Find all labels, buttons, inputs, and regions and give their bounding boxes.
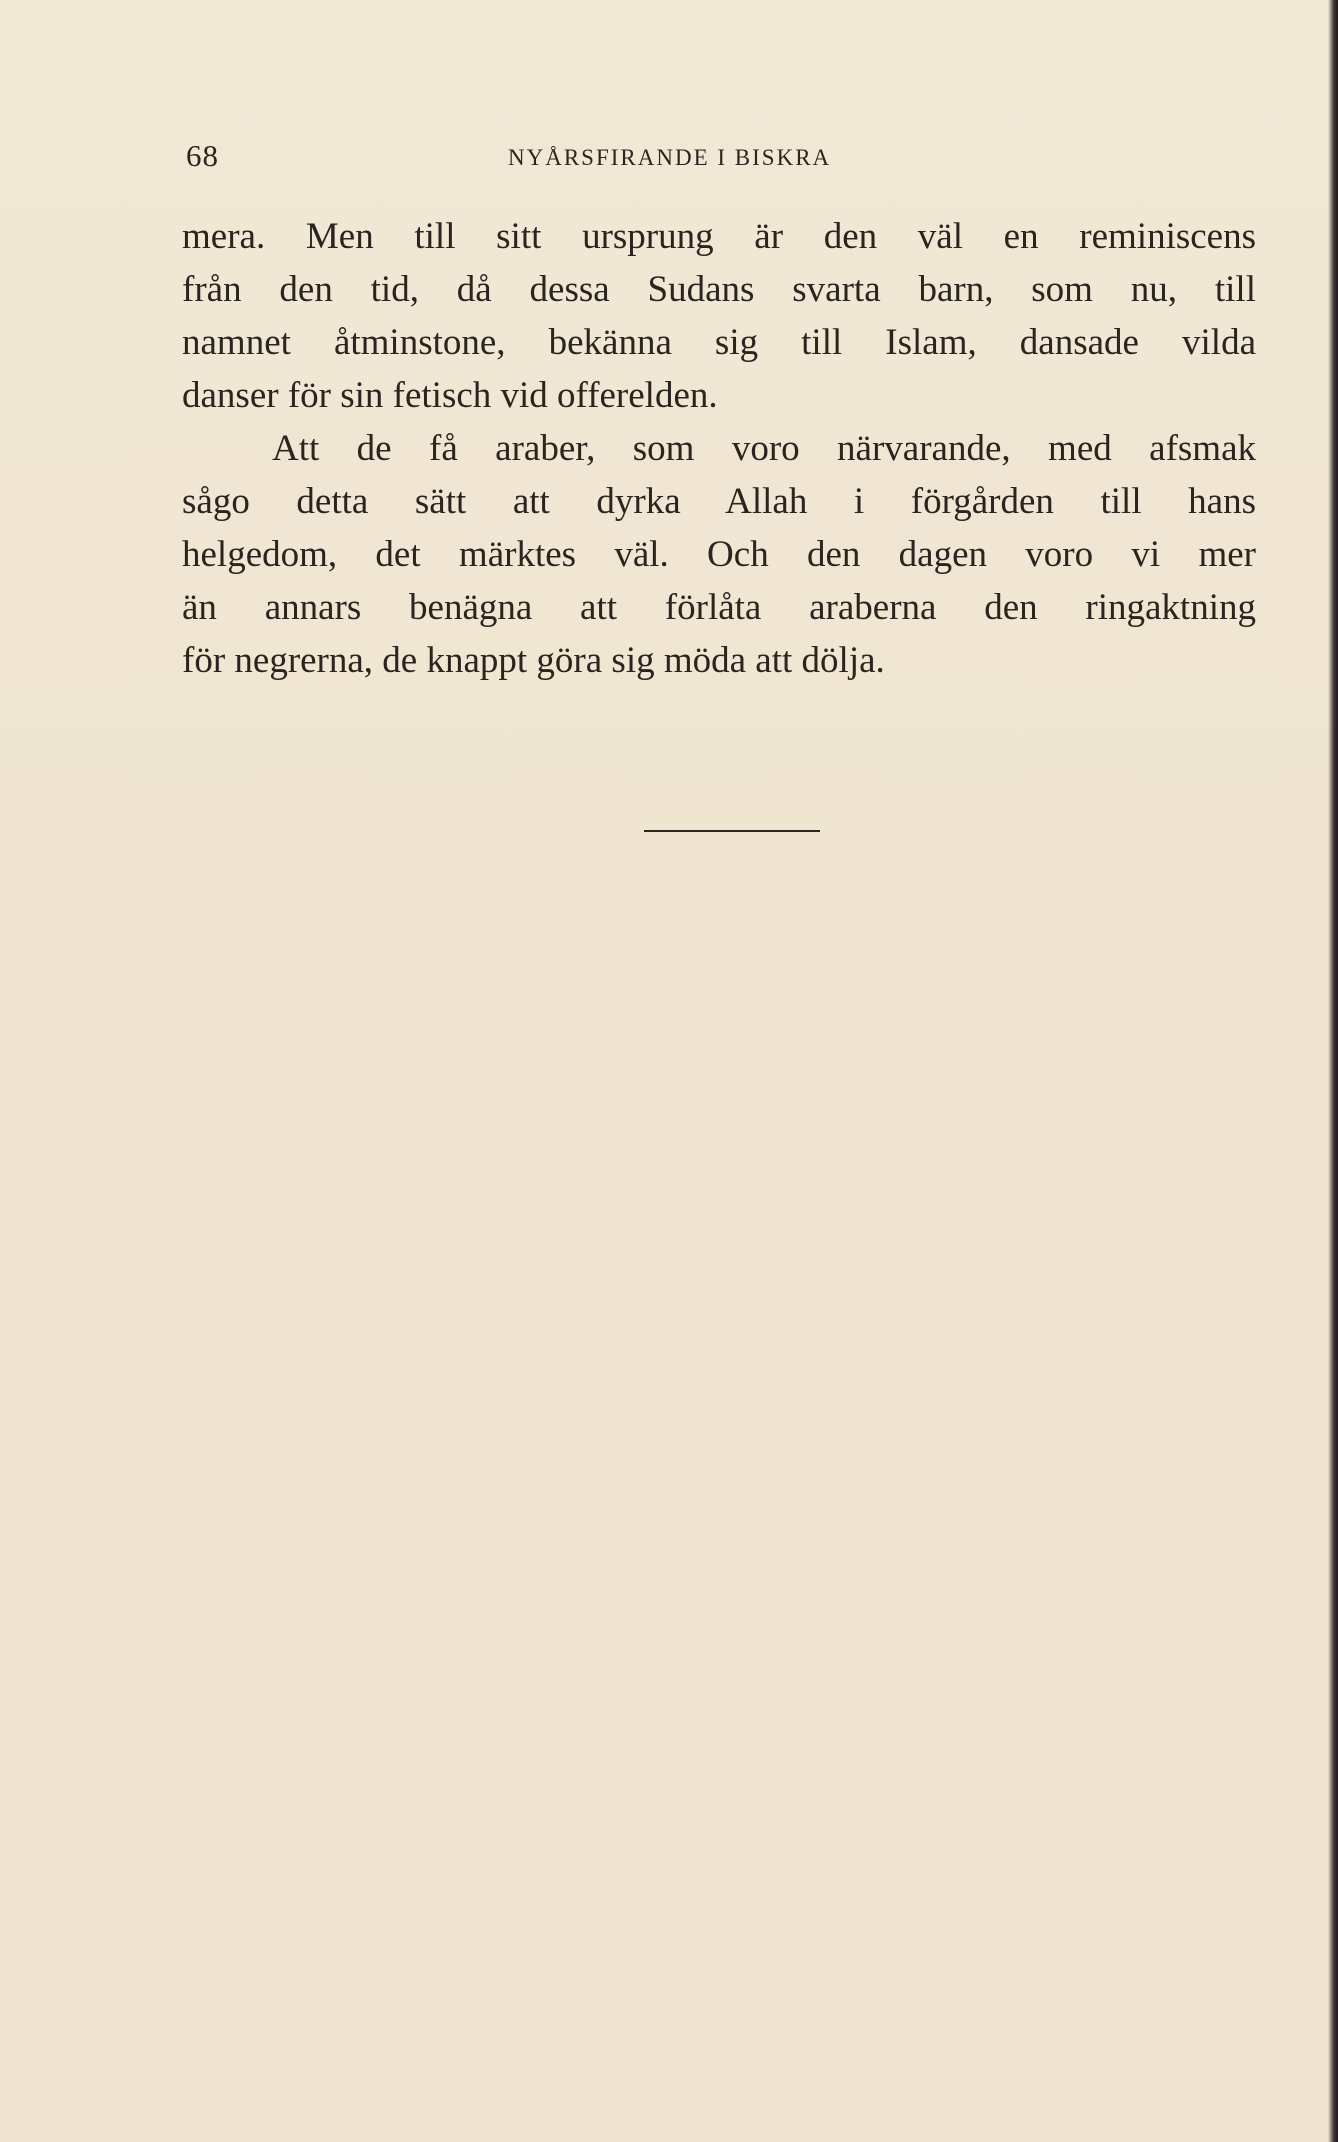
page-number: 68 (186, 138, 219, 173)
body-text (182, 210, 1256, 687)
text-line: än annars benägna att förlåta araberna den ringaktning (182, 587, 1256, 628)
text-line: namnet åtminstone, bekänna sig till Islam, dansade vilda (182, 322, 1256, 363)
text-line: danser för sin fetisch vid offerelden. (182, 375, 718, 416)
text-line: sågo detta sätt att dyrka Allah i förgården till hans (182, 481, 1256, 522)
running-title: NYÅRSFIRANDE I BISKRA (508, 145, 832, 170)
text-line: från den tid, då dessa Sudans svarta barn, som nu, till (182, 269, 1256, 310)
text-line: för negrerna, de knappt göra sig möda att dölja. (182, 640, 885, 681)
page-edge-shadow (1328, 0, 1338, 2142)
text-line: mera. Men till sitt ursprung är den väl en reminiscens (182, 216, 1256, 257)
text-line: Att de få araber, som voro närvarande, med afsmak (272, 428, 1256, 469)
section-divider-rule (644, 830, 820, 832)
text-line: helgedom, det märktes väl. Och den dagen voro vi mer (182, 534, 1256, 575)
running-header (186, 138, 1256, 178)
